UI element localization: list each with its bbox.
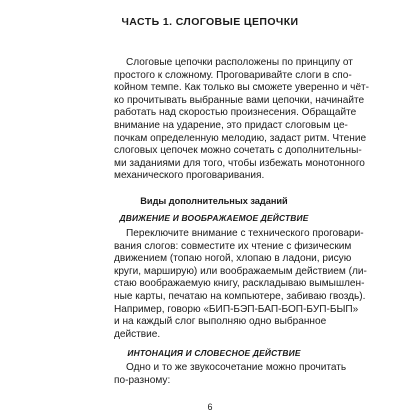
chapter-title: ЧАСТЬ 1. СЛОГОВЫЕ ЦЕПОЧКИ [121, 16, 299, 28]
subsection-title-intonation: ИНТОНАЦИЯ И СЛОВЕСНОЕ ДЕЙСТВИЕ [127, 348, 301, 358]
text-line: простого к сложному. Проговаривайте слоги в спо- [114, 69, 352, 81]
page-number: 6 [207, 402, 213, 412]
text-line: ми заданиями для того, чтобы избежать монотонного [114, 157, 365, 169]
text-line: Например, говорю «БИП-БЭП-БАП-БОП-БУП-БЫП» [114, 303, 359, 315]
section-title: Виды дополнительных заданий [140, 196, 288, 206]
text-line: внимание на ударение, это придаст слоговым це- [114, 120, 348, 131]
text-line: слоговых цепочек можно сочетать с дополнительны- [114, 145, 362, 157]
text-line: и на каждый слог выполняю одно выбранное [114, 316, 327, 328]
text-line: круги, марширую) или воображаемым действием (ли- [114, 265, 367, 277]
text-line: действие. [114, 328, 161, 340]
subsection-title-movement: ДВИЖЕНИЕ И ВООБРАЖАЕМОЕ ДЕЙСТВИЕ [119, 213, 309, 223]
text-line: вания слогов: совместите их чтение с физическим [114, 240, 352, 252]
text-line: почкам определенную мелодию, задаст ритм. Чтение [114, 132, 367, 144]
text-line: движением (топаю ногой, хлопаю в ладони, рисую [114, 253, 352, 265]
text-line: койном темпе. Как только вы сможете уверенно и чёт- [114, 82, 370, 94]
text-line: механического проговаривания. [114, 170, 265, 182]
text-line: стаю воображаемую книгу, раскладываю вымышлен- [114, 278, 365, 290]
text-line: работать над скоростью произнесения. Обращайте [114, 107, 357, 119]
intonation-intro-line: Одно и то же звукосочетание можно прочитать [126, 362, 347, 373]
text-line: ко прочитывать выбранные вами цепочки, начинайте [114, 94, 365, 106]
text-line: ные карты, печатаю на компьютере, забиваю гвоздь). [114, 291, 366, 302]
text-line: Переключите внимание с технического проговари- [126, 228, 364, 239]
text-line: Слоговые цепочки расположены по принципу от [126, 57, 353, 68]
intonation-intro-line: по-разному: [114, 374, 171, 386]
